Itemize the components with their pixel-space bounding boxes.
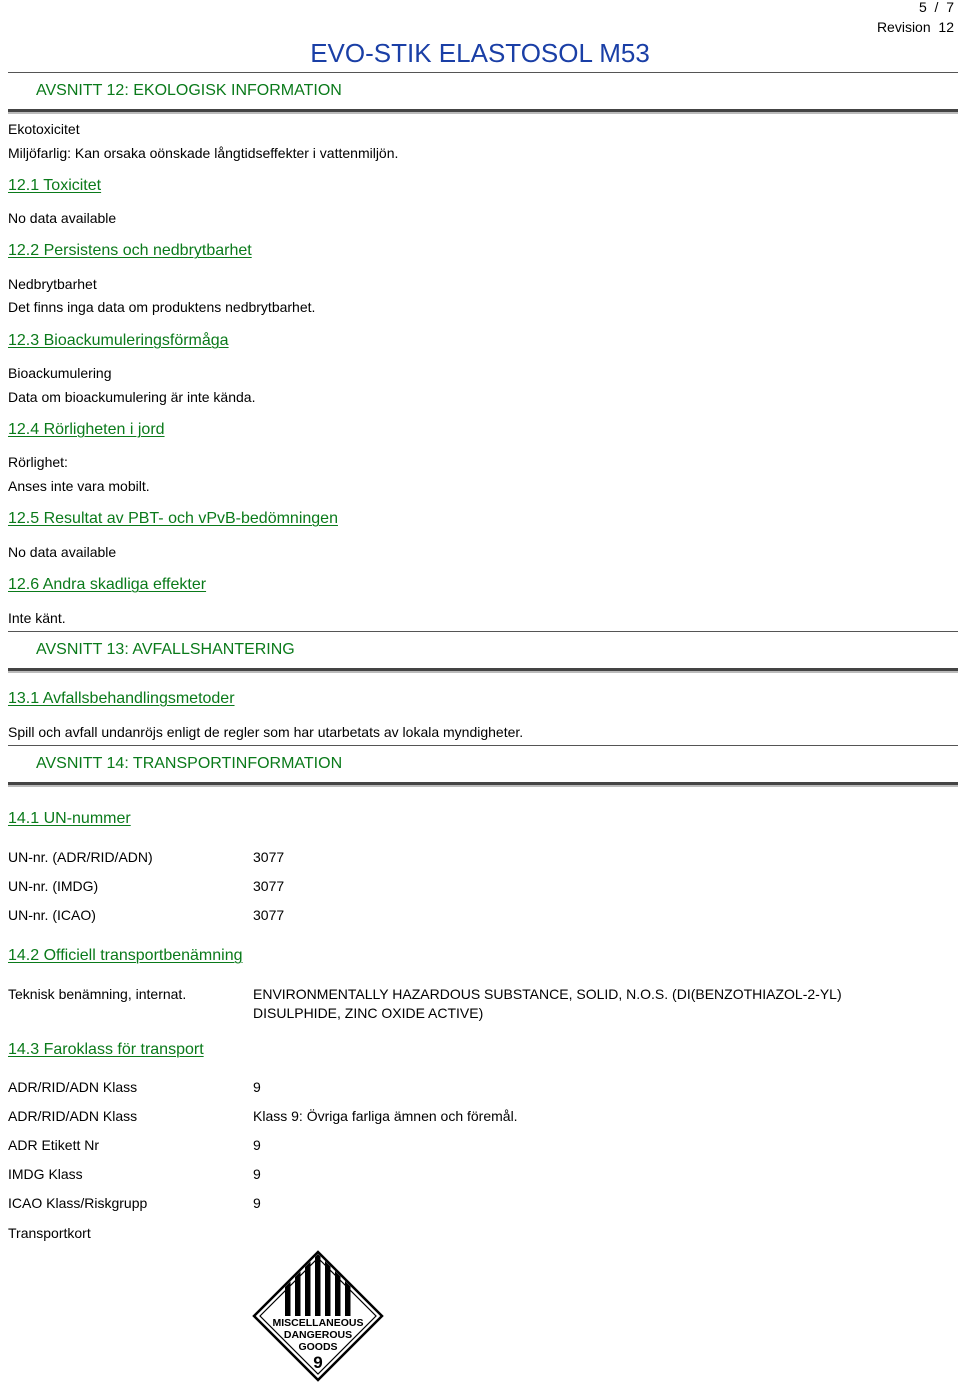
section-12-heading: [8, 72, 958, 112]
placard-number: 9: [313, 1353, 323, 1372]
subsection-12-4: 12.4 Rörligheten i jord: [8, 421, 165, 438]
un-row-label: UN-nr. (IMDG): [8, 878, 99, 894]
subsection-12-2: 12.2 Persistens och nedbrytbarhet: [8, 242, 252, 259]
un-row-value: 3077: [253, 907, 285, 923]
ecotoxicity-text: Miljöfarlig: Kan orsaka oönskade långtidseffekter i vattenmiljön.: [8, 145, 399, 161]
toxicity-text: No data available: [8, 210, 117, 226]
class-row-label: ICAO Klass/Riskgrupp: [8, 1195, 148, 1211]
ecotoxicity-label: Ekotoxicitet: [8, 121, 80, 137]
shipping-name-line2: DISULPHIDE, ZINC OXIDE ACTIVE): [253, 1005, 484, 1021]
class-row-label: ADR/RID/ADN Klass: [8, 1108, 138, 1124]
degradability-label: Nedbrytbarhet: [8, 276, 97, 292]
subsection-14-1: 14.1 UN-nummer: [8, 810, 131, 827]
un-row-value: 3077: [253, 849, 285, 865]
bioaccumulation-text: Data om bioackumulering är inte kända.: [8, 389, 256, 405]
class-row-value: 9: [253, 1079, 261, 1095]
un-row-value: 3077: [253, 878, 285, 894]
class-row-label: IMDG Klass: [8, 1166, 83, 1182]
revision: Revision 12: [876, 19, 954, 35]
subsection-13-1: 13.1 Avfallsbehandlingsmetoder: [8, 690, 235, 707]
section-14-heading: [8, 745, 958, 785]
placard-line3: GOODS: [298, 1341, 338, 1353]
class-row-label: ADR Etikett Nr: [8, 1137, 100, 1153]
page-number: 5 / 7: [918, 0, 954, 15]
un-row-label: UN-nr. (ADR/RID/ADN): [8, 849, 153, 865]
section-13-title: AVSNITT 13: AVFALLSHANTERING: [36, 641, 295, 658]
pbt-text: No data available: [8, 544, 117, 560]
class-row-label: ADR/RID/ADN Klass: [8, 1079, 138, 1095]
waste-text: Spill och avfall undanröjs enligt de regler som har utarbetats av lokala myndigheter.: [8, 724, 524, 740]
subsection-12-3: 12.3 Bioackumuleringsförmåga: [8, 332, 229, 349]
class-row-value: 9: [253, 1195, 261, 1211]
class-9-placard-icon: [252, 1250, 384, 1382]
subsection-12-6: 12.6 Andra skadliga effekter: [8, 576, 207, 593]
subsection-12-1: 12.1 Toxicitet: [8, 177, 102, 194]
class-row-value: 9: [253, 1166, 261, 1182]
section-14-title: AVSNITT 14: TRANSPORTINFORMATION: [36, 755, 343, 772]
subsection-12-5: 12.5 Resultat av PBT- och vPvB-bedömningen: [8, 510, 338, 527]
transport-card-label: Transportkort: [8, 1225, 91, 1241]
other-effects-text: Inte känt.: [8, 610, 66, 626]
class-row-value: 9: [253, 1137, 261, 1153]
un-row-label: UN-nr. (ICAO): [8, 907, 96, 923]
class-row-value: Klass 9: Övriga farliga ämnen och föremål.: [253, 1108, 518, 1124]
placard-line2: DANGEROUS: [283, 1329, 353, 1341]
bioaccumulation-label: Bioackumulering: [8, 365, 112, 381]
shipping-name-line1: ENVIRONMENTALLY HAZARDOUS SUBSTANCE, SOLID, N.O.S. (DI(BENZOTHIAZOL-2-YL): [253, 986, 842, 1002]
degradability-text: Det finns inga data om produktens nedbrytbarhet.: [8, 299, 316, 315]
mobility-label: Rörlighet:: [8, 454, 68, 470]
subsection-14-2: 14.2 Officiell transportbenämning: [8, 947, 243, 964]
mobility-text: Anses inte vara mobilt.: [8, 478, 150, 494]
section-13-heading: [8, 631, 958, 671]
subsection-14-3: 14.3 Faroklass för transport: [8, 1041, 204, 1058]
shipping-name-label: Teknisk benämning, internat.: [8, 986, 187, 1002]
section-12-title: AVSNITT 12: EKOLOGISK INFORMATION: [36, 82, 342, 99]
placard-line1: MISCELLANEOUS: [272, 1317, 364, 1329]
document-title: EVO-STIK ELASTOSOL M53: [310, 38, 650, 68]
